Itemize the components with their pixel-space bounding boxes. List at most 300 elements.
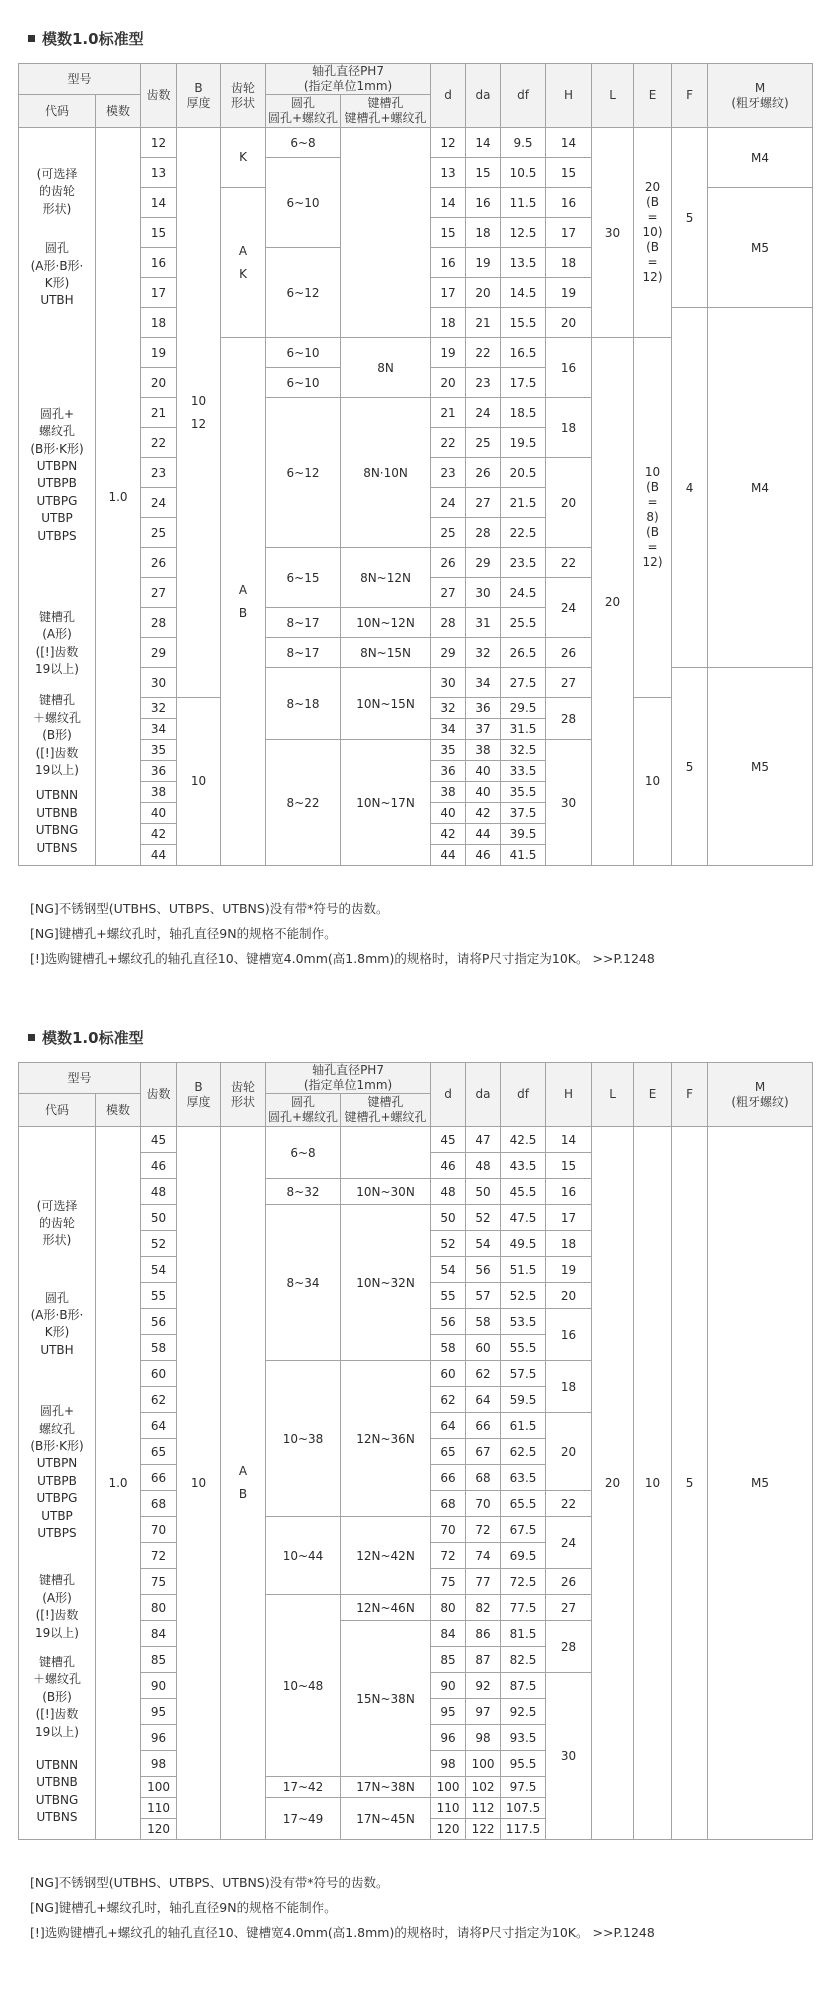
df-cell: 24.5 <box>501 578 546 608</box>
teeth-cell: 70 <box>141 1517 177 1543</box>
d-cell: 16 <box>431 248 466 278</box>
col-header-round-bore: 圆孔 圆孔+螺纹孔 <box>266 95 341 128</box>
M-cell: M4 <box>708 128 813 188</box>
keyway-range-cell: 17N~45N <box>341 1798 431 1840</box>
df-cell: 17.5 <box>501 368 546 398</box>
col-header-model: 型号 <box>19 1063 141 1094</box>
da-cell: 42 <box>466 803 501 824</box>
da-cell: 62 <box>466 1361 501 1387</box>
teeth-cell: 32 <box>141 698 177 719</box>
da-cell: 52 <box>466 1205 501 1231</box>
da-cell: 38 <box>466 740 501 761</box>
da-cell: 58 <box>466 1309 501 1335</box>
df-cell: 57.5 <box>501 1361 546 1387</box>
footnote-line: [NG]键槽孔+螺纹孔时，轴孔直径9N的规格不能制作。 <box>30 1900 337 1915</box>
d-cell: 28 <box>431 608 466 638</box>
H-cell: 17 <box>546 1205 592 1231</box>
teeth-cell: 20 <box>141 368 177 398</box>
df-cell: 92.5 <box>501 1699 546 1725</box>
keyway-range-cell: 12N~36N <box>341 1361 431 1517</box>
teeth-cell: 19 <box>141 338 177 368</box>
H-cell: 16 <box>546 338 592 398</box>
df-cell: 9.5 <box>501 128 546 158</box>
H-cell: 20 <box>546 308 592 338</box>
teeth-cell: 28 <box>141 608 177 638</box>
E-cell: 20 (B = 10) (B = 12) <box>634 128 672 338</box>
df-cell: 65.5 <box>501 1491 546 1517</box>
teeth-cell: 12 <box>141 128 177 158</box>
col-header-L: L <box>592 64 634 128</box>
col-header-L: L <box>592 1063 634 1127</box>
da-cell: 31 <box>466 608 501 638</box>
round-bore-range-cell: 8~17 <box>266 608 341 638</box>
F-cell: 5 <box>672 1127 708 1840</box>
d-cell: 64 <box>431 1413 466 1439</box>
df-cell: 33.5 <box>501 761 546 782</box>
teeth-cell: 66 <box>141 1465 177 1491</box>
col-header-code: 代码 <box>19 95 96 128</box>
d-cell: 52 <box>431 1231 466 1257</box>
da-cell: 14 <box>466 128 501 158</box>
H-cell: 22 <box>546 1491 592 1517</box>
teeth-cell: 13 <box>141 158 177 188</box>
keyway-range-cell: 8N~12N <box>341 548 431 608</box>
round-bore-range-cell: 6~12 <box>266 398 341 548</box>
df-cell: 52.5 <box>501 1283 546 1309</box>
teeth-cell: 16 <box>141 248 177 278</box>
teeth-cell: 22 <box>141 428 177 458</box>
keyway-range-cell: 10N~17N <box>341 740 431 866</box>
d-cell: 30 <box>431 668 466 698</box>
model-label: 键槽孔 ＋螺纹孔 (B形) ([!]齿数 19以上) <box>32 693 81 778</box>
da-cell: 37 <box>466 719 501 740</box>
footnote-text: [!]选购键槽孔+螺纹孔的轴孔直径10、键槽宽4.0mm(高1.8mm)的规格时，请将P尺寸指定为10K。 <box>30 1925 589 1940</box>
d-cell: 20 <box>431 368 466 398</box>
teeth-cell: 35 <box>141 740 177 761</box>
teeth-cell: 90 <box>141 1673 177 1699</box>
teeth-cell: 96 <box>141 1725 177 1751</box>
table-row <box>19 128 813 158</box>
teeth-cell: 45 <box>141 1127 177 1153</box>
df-cell: 67.5 <box>501 1517 546 1543</box>
df-cell: 55.5 <box>501 1335 546 1361</box>
gear-spec-table-2 <box>18 1062 813 1840</box>
table-body <box>19 1127 813 1840</box>
footnote-line <box>30 946 813 971</box>
col-header-da: da <box>466 1063 501 1127</box>
F-cell: 4 <box>672 308 708 668</box>
df-cell: 27.5 <box>501 668 546 698</box>
keyway-range-cell: 10N~15N <box>341 668 431 740</box>
teeth-cell: 15 <box>141 218 177 248</box>
col-header-H: H <box>546 64 592 128</box>
round-bore-range-cell: 10~48 <box>266 1595 341 1777</box>
teeth-cell: 95 <box>141 1699 177 1725</box>
d-cell: 50 <box>431 1205 466 1231</box>
col-header-bore: 轴孔直径PH7 (指定单位1mm) <box>266 1063 431 1094</box>
df-cell: 81.5 <box>501 1621 546 1647</box>
d-cell: 34 <box>431 719 466 740</box>
table-header <box>19 1063 813 1127</box>
round-bore-range-cell: 8~18 <box>266 668 341 740</box>
model-label: 圆孔+ 螺纹孔 (B形·K形) UTBPN UTBPB UTBPG UTBP UTBPS <box>30 1404 84 1540</box>
da-cell: 102 <box>466 1777 501 1798</box>
da-cell: 46 <box>466 845 501 866</box>
da-cell: 68 <box>466 1465 501 1491</box>
keyway-range-cell: 17N~38N <box>341 1777 431 1798</box>
teeth-cell: 64 <box>141 1413 177 1439</box>
d-cell: 70 <box>431 1517 466 1543</box>
d-cell: 23 <box>431 458 466 488</box>
keyway-range-cell: 15N~38N <box>341 1621 431 1777</box>
d-cell: 13 <box>431 158 466 188</box>
teeth-cell: 68 <box>141 1491 177 1517</box>
df-cell: 12.5 <box>501 218 546 248</box>
df-cell: 10.5 <box>501 158 546 188</box>
da-cell: 86 <box>466 1621 501 1647</box>
bullet-square-icon <box>28 35 35 42</box>
H-cell: 15 <box>546 1153 592 1179</box>
M-cell: M5 <box>708 668 813 866</box>
teeth-cell: 85 <box>141 1647 177 1673</box>
teeth-cell: 29 <box>141 638 177 668</box>
col-header-thickness: B 厚度 <box>177 1063 221 1127</box>
d-cell: 75 <box>431 1569 466 1595</box>
model-label: 圆孔 (A形·B形· K形) UTBH <box>30 1290 84 1357</box>
df-cell: 62.5 <box>501 1439 546 1465</box>
da-cell: 87 <box>466 1647 501 1673</box>
teeth-cell: 38 <box>141 782 177 803</box>
d-cell: 46 <box>431 1153 466 1179</box>
teeth-cell: 48 <box>141 1179 177 1205</box>
model-label: UTBNN UTBNB UTBNG UTBNS <box>35 1757 79 1825</box>
H-cell: 26 <box>546 1569 592 1595</box>
H-cell: 18 <box>546 248 592 278</box>
round-bore-range-cell: 17~49 <box>266 1798 341 1840</box>
keyway-range-cell: 12N~42N <box>341 1517 431 1595</box>
teeth-cell: 34 <box>141 719 177 740</box>
page-reference-link[interactable]: >>P.1248 <box>592 1925 655 1940</box>
df-cell: 39.5 <box>501 824 546 845</box>
col-header-shape: 齿轮 形状 <box>221 64 266 128</box>
da-cell: 67 <box>466 1439 501 1465</box>
da-cell: 57 <box>466 1283 501 1309</box>
da-cell: 15 <box>466 158 501 188</box>
d-cell: 66 <box>431 1465 466 1491</box>
df-cell: 72.5 <box>501 1569 546 1595</box>
df-cell: 25.5 <box>501 608 546 638</box>
teeth-cell: 60 <box>141 1361 177 1387</box>
da-cell: 92 <box>466 1673 501 1699</box>
d-cell: 26 <box>431 548 466 578</box>
df-cell: 32.5 <box>501 740 546 761</box>
section-title-text: 模数1.0标准型 <box>42 1029 144 1047</box>
da-cell: 98 <box>466 1725 501 1751</box>
d-cell: 62 <box>431 1387 466 1413</box>
df-cell: 97.5 <box>501 1777 546 1798</box>
da-cell: 34 <box>466 668 501 698</box>
df-cell: 11.5 <box>501 188 546 218</box>
M-cell: M4 <box>708 308 813 668</box>
df-cell: 77.5 <box>501 1595 546 1621</box>
d-cell: 72 <box>431 1543 466 1569</box>
keyway-range-cell: 8N <box>341 338 431 398</box>
keyway-range-cell: 8N·10N <box>341 398 431 548</box>
col-header-model: 型号 <box>19 64 141 95</box>
da-cell: 82 <box>466 1595 501 1621</box>
header-row <box>19 64 813 95</box>
model-label: UTBNN UTBNB UTBNG UTBNS <box>35 788 79 855</box>
df-cell: 61.5 <box>501 1413 546 1439</box>
module-cell: 1.0 <box>96 1127 141 1840</box>
round-bore-range-cell: 6~8 <box>266 128 341 158</box>
H-cell: 28 <box>546 698 592 740</box>
H-cell: 30 <box>546 1673 592 1840</box>
E-cell: 10 <box>634 698 672 866</box>
col-header-F: F <box>672 64 708 128</box>
H-cell: 20 <box>546 1413 592 1491</box>
d-cell: 98 <box>431 1751 466 1777</box>
gear-spec-table-1 <box>18 63 813 866</box>
da-cell: 23 <box>466 368 501 398</box>
H-cell: 22 <box>546 548 592 578</box>
da-cell: 19 <box>466 248 501 278</box>
table-header <box>19 64 813 128</box>
teeth-cell: 110 <box>141 1798 177 1819</box>
L-cell: 20 <box>592 338 634 866</box>
teeth-cell: 27 <box>141 578 177 608</box>
da-cell: 30 <box>466 578 501 608</box>
H-cell: 16 <box>546 188 592 218</box>
round-bore-range-cell: 8~22 <box>266 740 341 866</box>
d-cell: 45 <box>431 1127 466 1153</box>
shape-cell: A K <box>221 188 266 338</box>
col-header-keyway-bore: 键槽孔 键槽孔+螺纹孔 <box>341 95 431 128</box>
df-cell: 93.5 <box>501 1725 546 1751</box>
round-bore-range-cell: 10~38 <box>266 1361 341 1517</box>
keyway-range-cell: 10N~30N <box>341 1179 431 1205</box>
d-cell: 85 <box>431 1647 466 1673</box>
d-cell: 65 <box>431 1439 466 1465</box>
df-cell: 82.5 <box>501 1647 546 1673</box>
H-cell: 16 <box>546 1179 592 1205</box>
teeth-cell: 42 <box>141 824 177 845</box>
thickness-cell: 10 <box>177 1127 221 1840</box>
d-cell: 22 <box>431 428 466 458</box>
da-cell: 21 <box>466 308 501 338</box>
d-cell: 48 <box>431 1179 466 1205</box>
keyway-range-cell: 10N~12N <box>341 608 431 638</box>
da-cell: 16 <box>466 188 501 218</box>
model-label: 键槽孔 ＋螺纹孔 (B形) ([!]齿数 19以上) <box>32 1654 81 1739</box>
teeth-cell: 17 <box>141 278 177 308</box>
da-cell: 97 <box>466 1699 501 1725</box>
teeth-cell: 21 <box>141 398 177 428</box>
section-title-1 <box>28 28 813 49</box>
col-header-teeth: 齿数 <box>141 1063 177 1127</box>
d-cell: 120 <box>431 1819 466 1840</box>
round-bore-range-cell: 17~42 <box>266 1777 341 1798</box>
d-cell: 35 <box>431 740 466 761</box>
col-header-shape: 齿轮 形状 <box>221 1063 266 1127</box>
teeth-cell: 72 <box>141 1543 177 1569</box>
keyway-range-cell: 10N~32N <box>341 1205 431 1361</box>
col-header-module: 模数 <box>96 1094 141 1127</box>
df-cell: 35.5 <box>501 782 546 803</box>
d-cell: 60 <box>431 1361 466 1387</box>
round-bore-range-cell: 8~17 <box>266 638 341 668</box>
da-cell: 112 <box>466 1798 501 1819</box>
table-row <box>19 1127 813 1153</box>
d-cell: 24 <box>431 488 466 518</box>
round-bore-range-cell: 6~10 <box>266 368 341 398</box>
d-cell: 95 <box>431 1699 466 1725</box>
da-cell: 66 <box>466 1413 501 1439</box>
teeth-cell: 52 <box>141 1231 177 1257</box>
keyway-range-cell <box>341 128 431 338</box>
d-cell: 58 <box>431 1335 466 1361</box>
df-cell: 37.5 <box>501 803 546 824</box>
da-cell: 70 <box>466 1491 501 1517</box>
teeth-cell: 62 <box>141 1387 177 1413</box>
H-cell: 20 <box>546 1283 592 1309</box>
da-cell: 28 <box>466 518 501 548</box>
E-cell: 10 (B = 8) (B = 12) <box>634 338 672 698</box>
df-cell: 23.5 <box>501 548 546 578</box>
L-cell: 30 <box>592 128 634 338</box>
footnote-line: [NG]键槽孔+螺纹孔时，轴孔直径9N的规格不能制作。 <box>30 926 337 941</box>
col-header-code: 代码 <box>19 1094 96 1127</box>
da-cell: 22 <box>466 338 501 368</box>
col-header-M: M (粗牙螺纹) <box>708 64 813 128</box>
df-cell: 42.5 <box>501 1127 546 1153</box>
d-cell: 84 <box>431 1621 466 1647</box>
H-cell: 27 <box>546 1595 592 1621</box>
teeth-cell: 44 <box>141 845 177 866</box>
round-bore-range-cell: 10~44 <box>266 1517 341 1595</box>
d-cell: 14 <box>431 188 466 218</box>
model-label: (可选择 的齿轮 形状) <box>36 167 78 216</box>
df-cell: 47.5 <box>501 1205 546 1231</box>
df-cell: 87.5 <box>501 1673 546 1699</box>
d-cell: 27 <box>431 578 466 608</box>
d-cell: 40 <box>431 803 466 824</box>
teeth-cell: 40 <box>141 803 177 824</box>
F-cell: 5 <box>672 128 708 308</box>
shape-cell: A B <box>221 1127 266 1840</box>
df-cell: 95.5 <box>501 1751 546 1777</box>
footnote-line: [NG]不锈钢型(UTBHS、UTBPS、UTBNS)没有带*符号的齿数。 <box>30 901 389 916</box>
round-bore-range-cell: 8~32 <box>266 1179 341 1205</box>
d-cell: 68 <box>431 1491 466 1517</box>
H-cell: 24 <box>546 1517 592 1569</box>
col-header-M: M (粗牙螺纹) <box>708 1063 813 1127</box>
col-header-df: df <box>501 64 546 128</box>
footnote-text: [!]选购键槽孔+螺纹孔的轴孔直径10、键槽宽4.0mm(高1.8mm)的规格时，请将P尺寸指定为10K。 <box>30 951 589 966</box>
da-cell: 40 <box>466 782 501 803</box>
d-cell: 29 <box>431 638 466 668</box>
da-cell: 32 <box>466 638 501 668</box>
da-cell: 20 <box>466 278 501 308</box>
df-cell: 18.5 <box>501 398 546 428</box>
header-row <box>19 1063 813 1094</box>
da-cell: 47 <box>466 1127 501 1153</box>
model-code-labels <box>19 128 96 866</box>
M-cell: M5 <box>708 188 813 308</box>
df-cell: 53.5 <box>501 1309 546 1335</box>
H-cell: 16 <box>546 1309 592 1361</box>
F-cell: 5 <box>672 668 708 866</box>
module-cell: 1.0 <box>96 128 141 866</box>
d-cell: 36 <box>431 761 466 782</box>
da-cell: 50 <box>466 1179 501 1205</box>
round-bore-range-cell: 6~8 <box>266 1127 341 1179</box>
keyway-range-cell: 12N~46N <box>341 1595 431 1621</box>
shape-cell: K <box>221 128 266 188</box>
df-cell: 45.5 <box>501 1179 546 1205</box>
df-cell: 69.5 <box>501 1543 546 1569</box>
teeth-cell: 46 <box>141 1153 177 1179</box>
thickness-cell: 10 12 <box>177 128 221 698</box>
df-cell: 29.5 <box>501 698 546 719</box>
H-cell: 20 <box>546 458 592 548</box>
teeth-cell: 55 <box>141 1283 177 1309</box>
da-cell: 64 <box>466 1387 501 1413</box>
da-cell: 48 <box>466 1153 501 1179</box>
df-cell: 19.5 <box>501 428 546 458</box>
df-cell: 20.5 <box>501 458 546 488</box>
df-cell: 21.5 <box>501 488 546 518</box>
model-label: 圆孔 (A形·B形· K形) UTBH <box>30 241 84 308</box>
da-cell: 40 <box>466 761 501 782</box>
da-cell: 29 <box>466 548 501 578</box>
df-cell: 26.5 <box>501 638 546 668</box>
df-cell: 49.5 <box>501 1231 546 1257</box>
footnote-line: [NG]不锈钢型(UTBHS、UTBPS、UTBNS)没有带*符号的齿数。 <box>30 1875 389 1890</box>
d-cell: 32 <box>431 698 466 719</box>
df-cell: 16.5 <box>501 338 546 368</box>
da-cell: 44 <box>466 824 501 845</box>
teeth-cell: 98 <box>141 1751 177 1777</box>
col-header-df: df <box>501 1063 546 1127</box>
round-bore-range-cell: 6~10 <box>266 158 341 248</box>
H-cell: 18 <box>546 1231 592 1257</box>
d-cell: 96 <box>431 1725 466 1751</box>
col-header-teeth: 齿数 <box>141 64 177 128</box>
col-header-module: 模数 <box>96 95 141 128</box>
df-cell: 43.5 <box>501 1153 546 1179</box>
d-cell: 42 <box>431 824 466 845</box>
L-cell: 20 <box>592 1127 634 1840</box>
da-cell: 26 <box>466 458 501 488</box>
d-cell: 80 <box>431 1595 466 1621</box>
page-reference-link[interactable]: >>P.1248 <box>592 951 655 966</box>
teeth-cell: 65 <box>141 1439 177 1465</box>
col-header-F: F <box>672 1063 708 1127</box>
col-header-H: H <box>546 1063 592 1127</box>
table-body <box>19 128 813 866</box>
df-cell: 15.5 <box>501 308 546 338</box>
df-cell: 107.5 <box>501 1798 546 1819</box>
df-cell: 63.5 <box>501 1465 546 1491</box>
da-cell: 60 <box>466 1335 501 1361</box>
da-cell: 100 <box>466 1751 501 1777</box>
teeth-cell: 14 <box>141 188 177 218</box>
da-cell: 54 <box>466 1231 501 1257</box>
da-cell: 122 <box>466 1819 501 1840</box>
col-header-round-bore: 圆孔 圆孔+螺纹孔 <box>266 1094 341 1127</box>
da-cell: 56 <box>466 1257 501 1283</box>
